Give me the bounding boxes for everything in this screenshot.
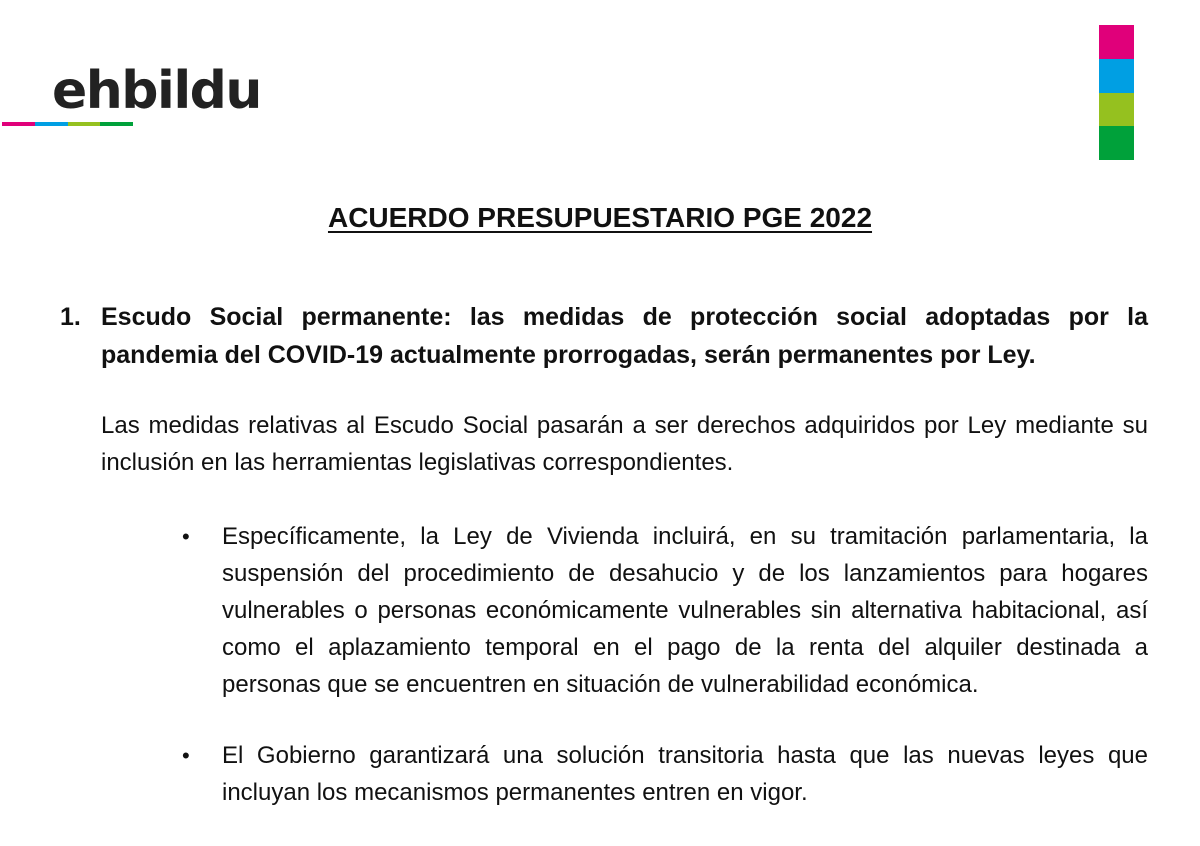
section-heading: Escudo Social permanente: las medidas de protección social adoptadas por la pandemia del COVID-19 actualmente prorrogadas, serán permanentes por Ley. [101, 303, 1148, 369]
section-number: 1. [60, 303, 81, 331]
logo-underline-segment-4 [100, 122, 133, 126]
bullet-item-text: Específicamente, la Ley de Vivienda incluirá, en su tramitación parlamentaria, la suspensión del procedimiento de desahucio y de los lanzamientos para hogares vulnerables o personas económicamente vulnerables sin alternativa habitacional, así como el aplazamiento temporal en el pago de la renta del alquiler destinada a personas que se encuentren en situación de vulnerabilidad económica. [222, 523, 1148, 698]
logo-underline-segment-3 [68, 122, 101, 126]
logo-underline [2, 122, 133, 126]
brand-color-block-4 [1099, 126, 1134, 160]
brand-color-block-3 [1099, 93, 1134, 127]
bullet-item-text: El Gobierno garantizará una solución transitoria hasta que las nuevas leyes que incluyan los mecanismos permanentes entren en vigor. [222, 742, 1148, 806]
section-paragraph: Las medidas relativas al Escudo Social pasarán a ser derechos adquiridos por Ley mediante su inclusión en las herramientas legislativas correspondientes. [101, 412, 1148, 476]
brand-color-bar [1099, 25, 1134, 160]
bullet-marker: • [182, 743, 190, 768]
brand-color-block-1 [1099, 25, 1134, 59]
brand-color-block-2 [1099, 59, 1134, 93]
document-title: ACUERDO PRESUPUESTARIO PGE 2022 [327, 202, 873, 233]
bullet-marker: • [182, 524, 190, 549]
logo-underline-segment-2 [35, 122, 68, 126]
logo-wordmark: ehbildu [52, 61, 261, 121]
logo-underline-segment-1 [2, 122, 35, 126]
